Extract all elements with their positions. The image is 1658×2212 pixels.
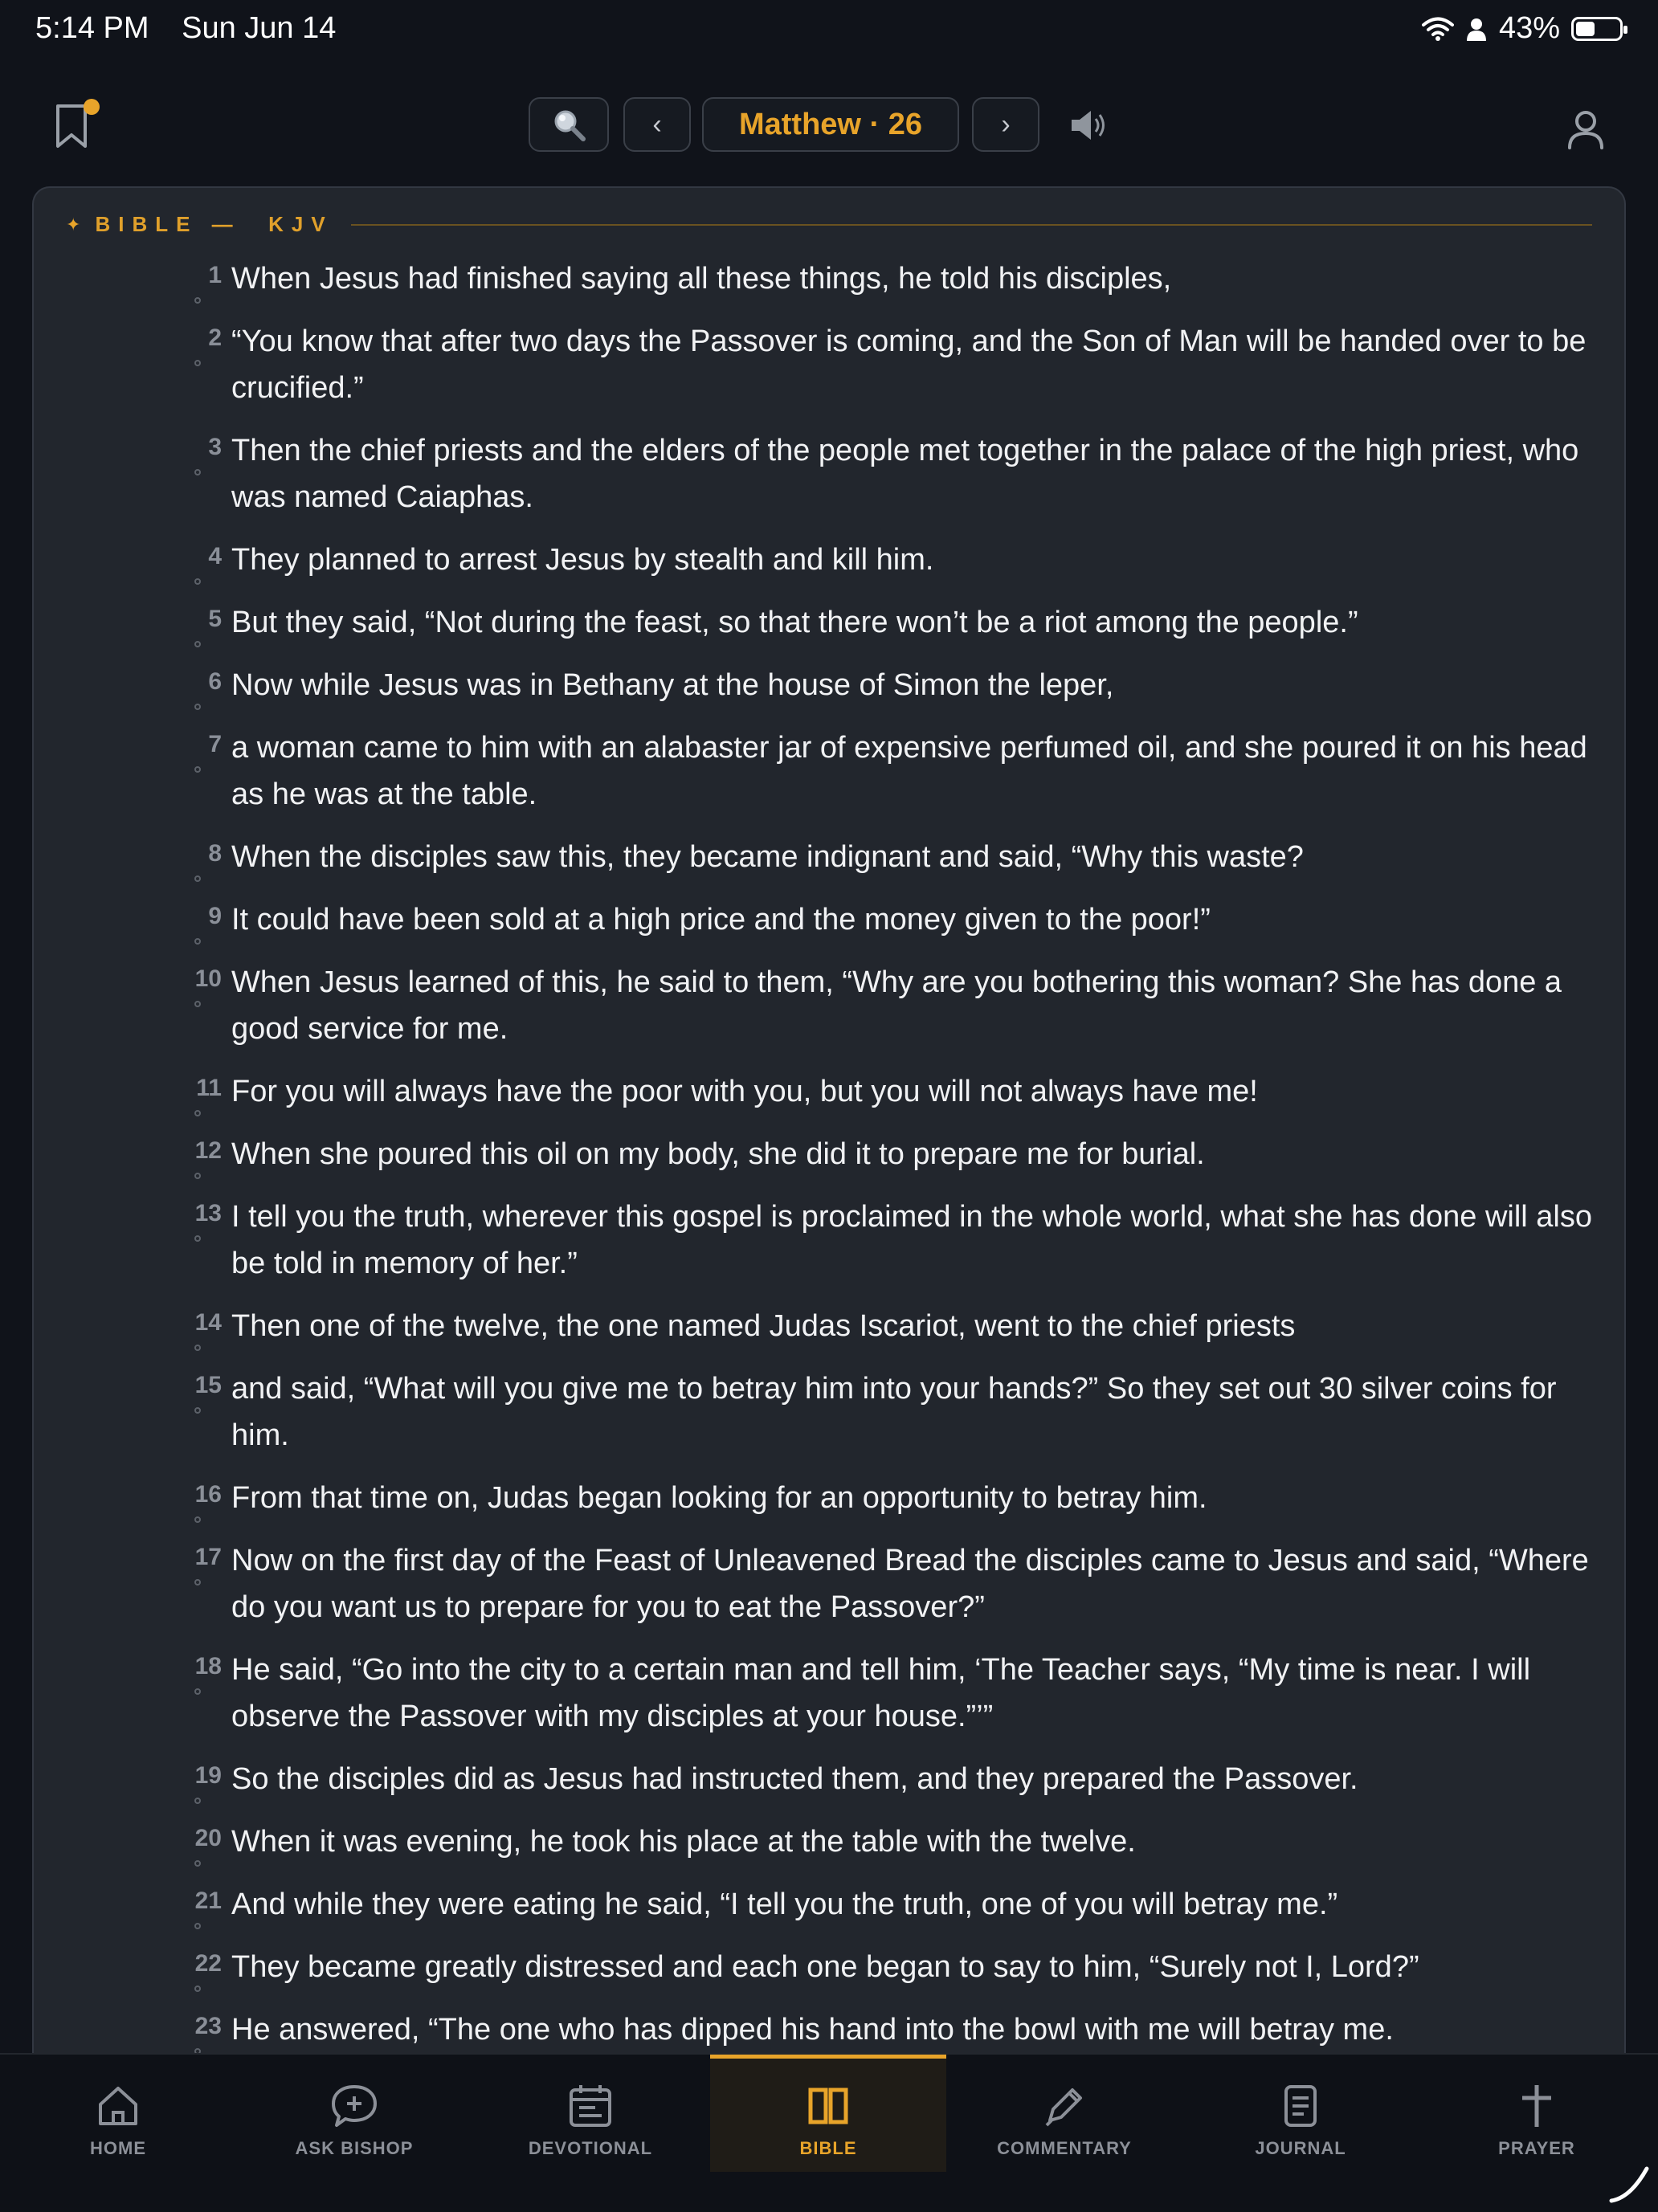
chevron-right-icon: › <box>1001 108 1011 140</box>
verse-marker-icon[interactable] <box>194 360 201 366</box>
nav-journal[interactable] <box>1182 2055 1419 2173</box>
pencil-hover-icon <box>1607 2161 1652 2206</box>
bottom-nav <box>0 2053 1658 2212</box>
search-button[interactable] <box>529 97 609 152</box>
verse-number: 10 <box>194 965 222 992</box>
verse-row[interactable] <box>34 1303 1626 1349</box>
speaker-icon[interactable] <box>1068 108 1110 143</box>
verse-text: Then one of the twelve, the one named Judas Iscariot, went to the chief priests <box>231 1309 1296 1343</box>
verse-row[interactable] <box>34 1365 1626 1459</box>
verse-text: and said, “What will you give me to betray him into your hands?” So they set out 30 silver coins for him. <box>231 1372 1557 1452</box>
verse-text: He said, “Go into the city to a certain man and tell him, ‘The Teacher says, “My time is near. I will observe the Passover with my disciples at your house.”’” <box>231 1653 1531 1733</box>
verse-number: 11 <box>196 1075 222 1101</box>
verse-row[interactable] <box>34 1475 1626 1521</box>
nav-devotional-label: DEVOTIONAL <box>528 2138 653 2158</box>
wifi-icon <box>1422 16 1454 42</box>
verse-number: 13 <box>194 1200 222 1226</box>
status-date: Sun Jun 14 <box>182 11 337 45</box>
verse-number: 12 <box>194 1137 222 1164</box>
verse-text: It could have been sold at a high price and the money given to the poor!” <box>231 903 1211 937</box>
verse-marker-icon[interactable] <box>194 1860 201 1867</box>
nav-home[interactable] <box>0 2055 236 2173</box>
verse-row[interactable] <box>34 537 1626 583</box>
battery-percent: 43% <box>1498 11 1560 45</box>
status-time: 5:14 PM <box>35 11 149 45</box>
verse-number: 1 <box>208 262 222 288</box>
verse-marker-icon[interactable] <box>194 1923 201 1929</box>
verse-number: 14 <box>194 1309 222 1336</box>
verse-marker-icon[interactable] <box>194 1001 201 1007</box>
verse-marker-icon[interactable] <box>194 641 201 647</box>
verse-row[interactable] <box>34 1537 1626 1630</box>
verse-text: So the disciples did as Jesus had instructed them, and they prepared the Passover. <box>231 1762 1358 1796</box>
verse-marker-icon[interactable] <box>194 1235 201 1242</box>
nav-journal-label: JOURNAL <box>1255 2138 1346 2158</box>
verse-number: 15 <box>194 1372 222 1398</box>
notification-dot <box>84 99 100 115</box>
cross-icon <box>1513 2082 1561 2130</box>
verse-marker-icon[interactable] <box>194 578 201 585</box>
verse-row[interactable] <box>34 255 1626 302</box>
next-chapter-button[interactable] <box>972 97 1039 152</box>
verse-row[interactable] <box>34 599 1626 646</box>
nav-commentary[interactable] <box>946 2055 1182 2173</box>
translation-title: BIBLE — KJV <box>95 212 333 236</box>
verse-text: They planned to arrest Jesus by stealth and kill him. <box>231 543 934 577</box>
scripture-card <box>32 186 1626 2058</box>
verse-row[interactable] <box>34 1944 1626 1990</box>
verse-number: 23 <box>194 2013 222 2039</box>
verse-text: When the disciples saw this, they became indignant and said, “Why this waste? <box>231 840 1304 874</box>
verse-number: 21 <box>194 1888 222 1914</box>
verse-number: 6 <box>208 668 222 695</box>
nav-bible-label: BIBLE <box>799 2138 857 2158</box>
verse-row[interactable] <box>34 959 1626 1052</box>
verse-number: 2 <box>208 324 222 351</box>
nav-commentary-label: COMMENTARY <box>997 2138 1132 2158</box>
verse-marker-icon[interactable] <box>194 1579 201 1586</box>
profile-icon[interactable] <box>1565 108 1607 149</box>
verse-row[interactable] <box>34 834 1626 880</box>
verse-row[interactable] <box>34 896 1626 943</box>
verse-row[interactable] <box>34 1194 1626 1287</box>
verse-row[interactable] <box>34 1068 1626 1115</box>
verse-number: 19 <box>194 1762 222 1789</box>
verse-number: 9 <box>208 903 222 929</box>
verse-text: But they said, “Not during the feast, so that there won’t be a riot among the people.” <box>231 606 1358 639</box>
chapter-reference: Matthew · 26 <box>738 107 923 141</box>
verse-marker-icon[interactable] <box>194 1985 201 1992</box>
verse-row[interactable] <box>34 1756 1626 1802</box>
verse-row[interactable] <box>34 1131 1626 1177</box>
verse-marker-icon[interactable] <box>194 1407 201 1414</box>
top-toolbar <box>0 88 1658 161</box>
verse-text: And while they were eating he said, “I tell you the truth, one of you will betray me.” <box>231 1888 1338 1921</box>
chat-bubble-icon <box>330 2082 378 2130</box>
verse-number: 4 <box>208 543 222 569</box>
verse-text: a woman came to him with an alabaster jar of expensive perfumed oil, and she poured it on his head as he was at the table. <box>231 731 1587 811</box>
verse-text: They became greatly distressed and each one began to say to him, “Surely not I, Lord?” <box>231 1950 1419 1984</box>
verse-text: Now while Jesus was in Bethany at the house of Simon the leper, <box>231 668 1114 702</box>
verse-row[interactable] <box>34 318 1626 411</box>
chevron-left-icon: ‹ <box>652 108 662 140</box>
verse-marker-icon[interactable] <box>194 938 201 945</box>
sparkle-icon: ✦ <box>66 214 81 235</box>
verse-text: From that time on, Judas began looking for an opportunity to betray him. <box>231 1481 1207 1515</box>
verse-marker-icon[interactable] <box>194 1798 201 1804</box>
open-book-icon <box>804 2082 852 2130</box>
verse-row[interactable] <box>34 662 1626 708</box>
magnifier-icon <box>549 105 588 144</box>
verse-row[interactable] <box>34 1818 1626 1865</box>
person-icon <box>1465 17 1488 41</box>
verse-marker-icon[interactable] <box>194 1173 201 1179</box>
verse-number: 18 <box>194 1653 222 1679</box>
card-header <box>66 212 1592 237</box>
verse-marker-icon[interactable] <box>194 1688 201 1695</box>
nav-ask-bishop-label: ASK BISHOP <box>295 2138 414 2158</box>
verse-number: 8 <box>208 840 222 867</box>
verse-text: Now on the first day of the Feast of Unleavened Bread the disciples came to Jesus and said, “Where do you want us to prepare for you to eat the Passover?” <box>231 1544 1589 1624</box>
previous-chapter-button[interactable] <box>623 97 691 152</box>
verse-row[interactable] <box>34 427 1626 520</box>
status-bar <box>0 0 1658 64</box>
verse-row[interactable] <box>34 1647 1626 1740</box>
battery-icon <box>1571 17 1623 41</box>
verse-marker-icon[interactable] <box>194 766 201 773</box>
chapter-selector[interactable] <box>702 97 959 152</box>
verse-number: 17 <box>194 1544 222 1570</box>
journal-icon <box>1276 2082 1325 2130</box>
verse-text: When Jesus learned of this, he said to them, “Why are you bothering this woman? She has done a good service for me. <box>231 965 1562 1046</box>
verse-row[interactable] <box>34 1881 1626 1928</box>
header-divider <box>351 224 1592 226</box>
home-icon <box>94 2082 142 2130</box>
verse-number: 16 <box>194 1481 222 1508</box>
verse-row[interactable] <box>34 2006 1626 2053</box>
verse-text: For you will always have the poor with you, but you will not always have me! <box>231 1075 1258 1108</box>
nav-bible[interactable] <box>710 2055 946 2172</box>
verse-text: He answered, “The one who has dipped his hand into the bowl with me will betray me. <box>231 2013 1394 2047</box>
nav-prayer-label: PRAYER <box>1498 2138 1575 2158</box>
nav-prayer[interactable] <box>1419 2055 1655 2173</box>
pen-icon <box>1040 2082 1088 2130</box>
nav-devotional[interactable] <box>472 2055 709 2173</box>
verse-marker-icon[interactable] <box>194 1110 201 1116</box>
verse-text: “You know that after two days the Passover is coming, and the Son of Man will be handed over to be crucified.” <box>231 324 1587 405</box>
verse-list <box>34 255 1626 2058</box>
verse-text: When she poured this oil on my body, she did it to prepare me for burial. <box>231 1137 1205 1171</box>
calendar-icon <box>566 2082 615 2130</box>
verse-number: 5 <box>208 606 222 632</box>
verse-number: 3 <box>208 434 222 460</box>
verse-text: When it was evening, he took his place at the table with the twelve. <box>231 1825 1136 1859</box>
verse-number: 20 <box>194 1825 222 1851</box>
verse-text: I tell you the truth, wherever this gospel is proclaimed in the whole world, what she has done will also be told in memory of her.” <box>231 1200 1592 1280</box>
verse-marker-icon[interactable] <box>194 469 201 475</box>
verse-marker-icon[interactable] <box>194 1516 201 1523</box>
verse-marker-icon[interactable] <box>194 704 201 710</box>
verse-text: When Jesus had finished saying all these things, he told his disciples, <box>231 262 1172 296</box>
verse-marker-icon[interactable] <box>194 1345 201 1351</box>
verse-row[interactable] <box>34 724 1626 818</box>
verse-number: 22 <box>194 1950 222 1977</box>
verse-marker-icon[interactable] <box>194 297 201 304</box>
verse-text: Then the chief priests and the elders of the people met together in the palace of the high priest, who was named Caiaphas. <box>231 434 1579 514</box>
verse-number: 7 <box>208 731 222 757</box>
nav-ask-bishop[interactable] <box>236 2055 472 2173</box>
verse-marker-icon[interactable] <box>194 875 201 882</box>
nav-home-label: HOME <box>90 2138 146 2158</box>
